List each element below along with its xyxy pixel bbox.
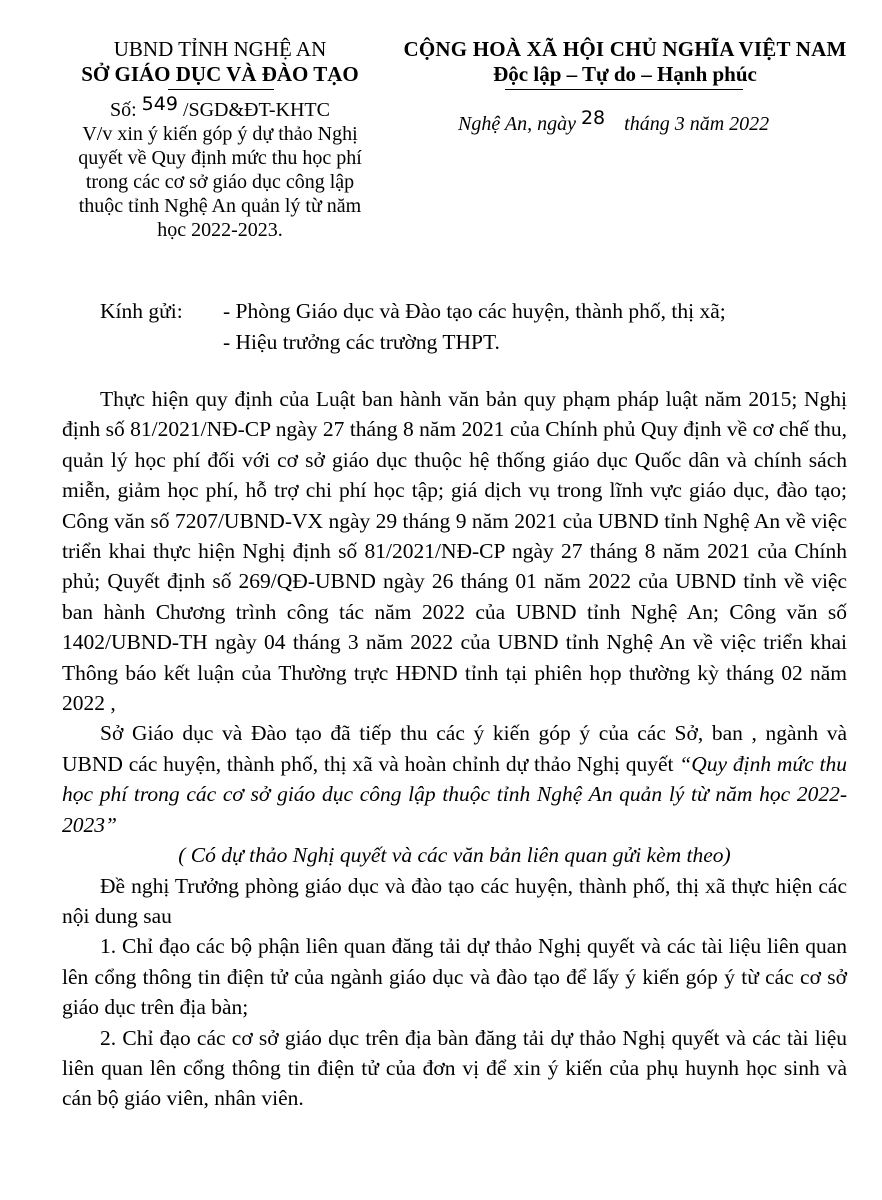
date-day: 28 bbox=[580, 107, 606, 129]
subject-line: học 2022-2023. bbox=[157, 219, 283, 241]
draft-text: Sở Giáo dục và Đào tạo đã tiếp thu các ý kiến góp ý của các Sở, ban , ngành và UBND các huyện, thành phố, thị xã và hoàn chỉnh dự thảo Nghị quyết bbox=[62, 721, 847, 776]
attachment-note: ( Có dự thảo Nghị quyết và các văn bản liên quan gửi kèm theo) bbox=[178, 843, 731, 868]
agency-name: SỞ GIÁO DỤC VÀ ĐÀO TẠO bbox=[81, 62, 359, 86]
recipient-item: - Hiệu trưởng các trường THPT. bbox=[223, 330, 500, 354]
agency-underline bbox=[168, 89, 274, 90]
request-item-1: 1. Chỉ đạo các bộ phận liên quan đăng tải dự thảo Nghị quyết và các tài liệu liên quan lên cổng thông tin điện tử của ngành giáo dục và đào tạo để lấy ý kiến góp ý từ các cơ sở giáo dục trên địa bàn; bbox=[62, 934, 847, 1020]
recipients-label: Kính gửi: bbox=[100, 299, 183, 323]
subject-line: thuộc tỉnh Nghệ An quản lý từ năm bbox=[78, 195, 362, 217]
motto-underline bbox=[505, 89, 743, 90]
national-title: CỘNG HOÀ XÃ HỘI CHỦ NGHĨA VIỆT NAM bbox=[403, 37, 847, 61]
document-number bbox=[60, 93, 380, 123]
number-label: Số: bbox=[109, 99, 137, 121]
subject-line: quyết về Quy định mức thu học phí bbox=[78, 147, 362, 169]
request-item-2: 2. Chỉ đạo các cơ sở giáo dục trên địa bàn đăng tải dự thảo Nghị quyết và các tài liệu liên quan lên cổng thông tin điện tử của đơn vị để xin ý kiến của phụ huynh học sinh và cán bộ giáo viên, nhân viên. bbox=[62, 1025, 847, 1111]
recipient-item: - Phòng Giáo dục và Đào tạo các huyện, thành phố, thị xã; bbox=[223, 299, 726, 323]
number-suffix: /SGD&ĐT-KHTC bbox=[182, 99, 330, 121]
agency-parent: UBND TỈNH NGHỆ AN bbox=[113, 37, 327, 61]
document-body bbox=[62, 384, 847, 1114]
body-paragraph-request: Đề nghị Trưởng phòng giáo dục và đào tạo các huyện, thành phố, thị xã thực hiện các nội dung sau bbox=[62, 873, 847, 928]
draft-title: “Quy định mức thu học phí trong các cơ sở giáo dục công lập thuộc tỉnh Nghệ An quản lý từ năm học 2022-2023” bbox=[62, 751, 847, 837]
date-line bbox=[458, 107, 770, 137]
body-paragraph-legal-basis: Thực hiện quy định của Luật ban hành văn bản quy phạm pháp luật năm 2015; Nghị định số 81/2021/NĐ-CP ngày 27 tháng 8 năm 2021 của Chính phủ Quy định về cơ chế thu, quản lý học phí đối với cơ sở giáo dục thuộc hệ thống giáo dục Quốc dân và chính sách miễn, giảm học phí, hỗ trợ chi phí học tập; giá dịch vụ trong lĩnh vực giáo dục, đào tạo; Công văn số 7207/UBND-VX ngày 29 tháng 9 năm 2021 của UBND tỉnh Nghệ An về việc triển khai thực hiện Nghị định số 81/2021/NĐ-CP ngày 27 tháng 8 năm 2021 của Chính phủ; Quyết định số 269/QĐ-UBND ngày 26 tháng 01 năm 2022 của UBND tỉnh về việc ban hành Chương trình công tác năm 2022 của UBND tỉnh Nghệ An; Công văn số 1402/UBND-TH ngày 04 tháng 3 năm 2022 của UBND tỉnh Nghệ An về việc triển khai Thông báo kết luận của Thường trực HĐND tỉnh tại phiên họp thường kỳ tháng 02 năm 2022 , bbox=[62, 387, 847, 716]
subject-line: V/v xin ý kiến góp ý dự thảo Nghị bbox=[82, 123, 358, 145]
number-value: 549 bbox=[141, 93, 178, 115]
date-suffix: tháng 3 năm 2022 bbox=[624, 113, 770, 135]
subject-line: trong các cơ sở giáo dục công lập bbox=[85, 171, 355, 193]
date-prefix: Nghệ An, ngày bbox=[458, 113, 576, 135]
national-motto: Độc lập – Tự do – Hạnh phúc bbox=[493, 62, 757, 86]
body-paragraph-draft bbox=[62, 718, 847, 840]
